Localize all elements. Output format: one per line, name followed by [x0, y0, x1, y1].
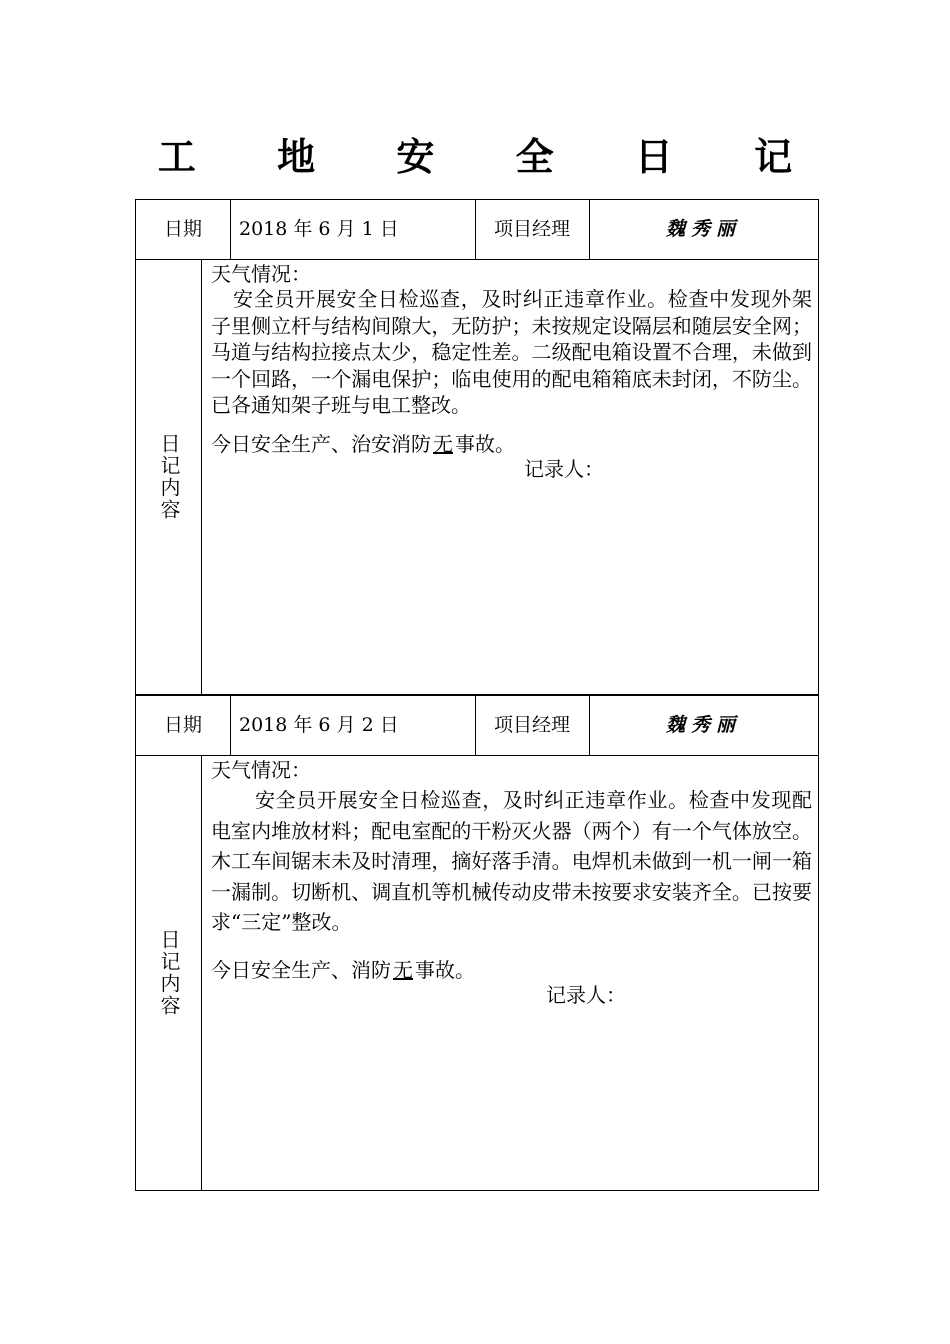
accident-count: 无 [433, 431, 453, 456]
entry-content-row [135, 755, 819, 1191]
summary-line: 今日安全生产、治安消防 无 事故。 [211, 431, 515, 456]
recorder-label: 记录人： [524, 456, 604, 481]
weather-label: 天气情况： [211, 262, 311, 286]
manager-label: 项目经理 [493, 218, 570, 240]
date-label: 日期 [163, 714, 202, 736]
diary-entry-2 [135, 695, 819, 1191]
recorder-label: 记录人： [546, 982, 626, 1007]
diary-entry-1 [135, 199, 819, 695]
diary-content [211, 758, 812, 1008]
manager-label: 项目经理 [493, 714, 570, 736]
weather-label: 天气情况： [211, 758, 311, 782]
entry-header-row [135, 695, 819, 756]
date-label: 日期 [163, 218, 202, 240]
content-label: 日记内容 [157, 929, 181, 1017]
report-text: 安全员开展安全日检巡查，及时纠正违章作业。检查中发现配电室内堆放材料；配电室配的干粉灭火器（两个）有一个气体放空。木工车间锯末未及时清理，摘好落手清。电焊机未做到一机一闸一箱一漏制。切断机、调直机等机械传动皮带未按要求安装齐全。已按要求“三定”整改。 [211, 788, 812, 934]
page-title: 工 地 安 全 日 记 [157, 135, 827, 179]
entry-content-row [135, 259, 819, 695]
accident-count: 无 [393, 957, 413, 982]
manager-signature: 魏秀丽 [665, 218, 741, 240]
manager-signature: 魏秀丽 [665, 714, 741, 736]
date-value: 2018 年 6 月 1 日 [239, 218, 399, 240]
diary-content [211, 262, 812, 482]
summary-line: 今日安全生产、消防 无 事故。 [211, 957, 475, 982]
date-value: 2018 年 6 月 2 日 [239, 714, 399, 736]
content-label: 日记内容 [157, 433, 181, 521]
entry-header-row [135, 199, 819, 260]
report-text: 安全员开展安全日检巡查，及时纠正违章作业。检查中发现外架子里侧立杆与结构间隙大，无防护；未按规定设隔层和随层安全网；马道与结构拉接点太少，稳定性差。二级配电箱设置不合理，未做到一个回路，一个漏电保护；临电使用的配电箱箱底未封闭，不防尘。已各通知架子班与电工整改。 [211, 287, 812, 417]
